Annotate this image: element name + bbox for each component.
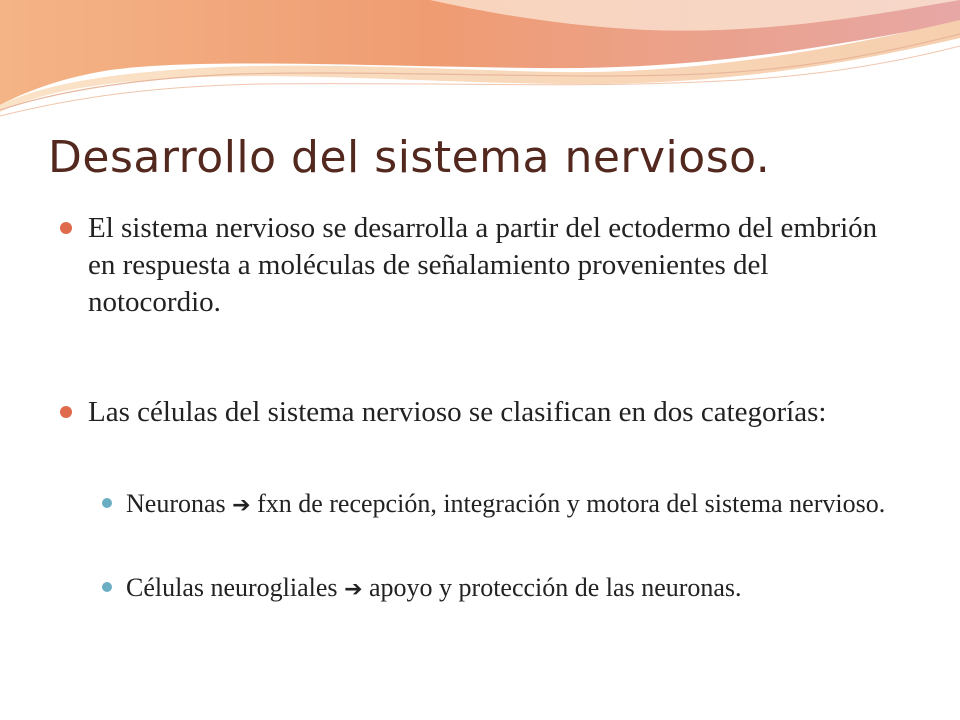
right-arrow-icon: ➔ <box>232 493 251 518</box>
bullet-dot-icon <box>60 222 72 234</box>
slide-title: Desarrollo del sistema nervioso. <box>48 132 771 183</box>
subbullet-item-neurogliales <box>126 570 896 607</box>
bullet-text: El sistema nervioso se desarrolla a partir del ectodermo del embrión en respuesta a moléculas de señalamiento provenientes del notocordio. <box>88 212 878 318</box>
bullet-text: Las células del sistema nervioso se clasifican en dos categorías: <box>88 396 827 428</box>
header-wave-decoration <box>0 0 960 130</box>
bullet-item-development <box>88 210 888 321</box>
bullet-item-cell-categories <box>88 394 888 431</box>
subbullet-term: Neuronas <box>126 489 226 518</box>
right-arrow-icon: ➔ <box>344 577 363 602</box>
subbullet-item-neuronas <box>126 486 896 523</box>
subbullet-dot-icon <box>102 582 112 592</box>
subbullet-desc: apoyo y protección de las neuronas. <box>369 573 742 602</box>
subbullet-desc: fxn de recepción, integración y motora del sistema nervioso. <box>257 489 886 518</box>
subbullet-term: Células neurogliales <box>126 573 338 602</box>
subbullet-dot-icon <box>102 498 112 508</box>
bullet-dot-icon <box>60 406 72 418</box>
